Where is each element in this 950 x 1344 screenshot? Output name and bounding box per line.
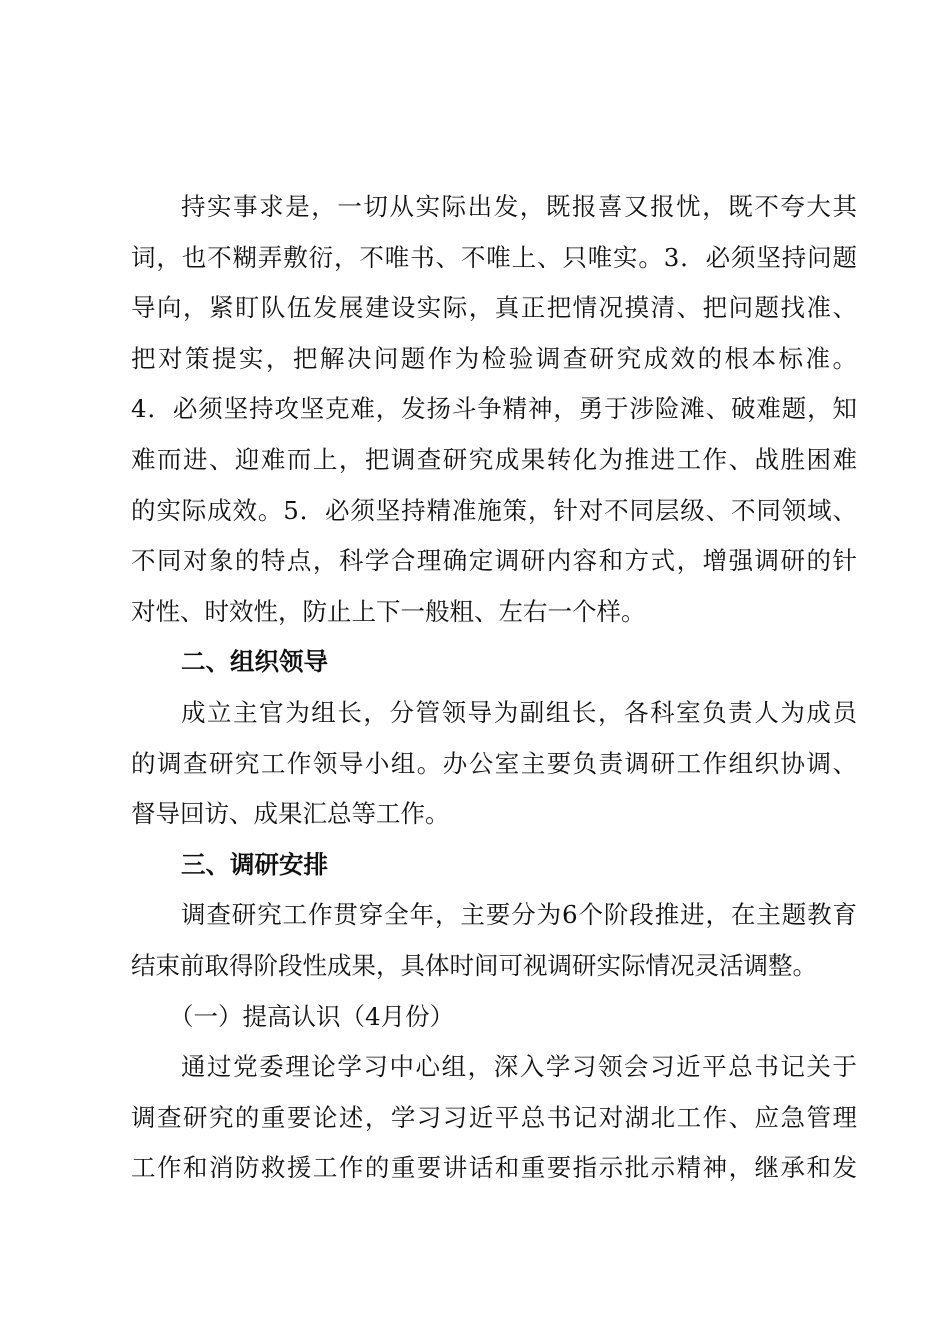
- document-body: [131, 182, 857, 1194]
- paragraph-line: 通过党委理论学习中心组，深入学习领会习近平总书记关于: [181, 1052, 857, 1082]
- paragraph-line: 督导回访、成果汇总等工作。: [131, 799, 450, 829]
- section-heading-organization: 二、组织领导: [181, 647, 328, 677]
- paragraph-line: 工作和消防救援工作的重要讲话和重要指示批示精神，继承和发: [131, 1153, 857, 1183]
- paragraph-line: 的实际成效。5．必须坚持精准施策，针对不同层级、不同领域、: [131, 495, 857, 525]
- paragraph-line: 成立主官为组长，分管领导为副组长，各科室负责人为成员: [181, 697, 857, 727]
- paragraph-line: 导向，紧盯队伍发展建设实际，真正把情况摸清、把问题找准、: [131, 293, 857, 323]
- paragraph-line: 词，也不糊弄敷衍，不唯书、不唯上、只唯实。3．必须坚持问题: [131, 242, 857, 272]
- section-heading-schedule: 三、调研安排: [181, 849, 328, 879]
- subsection-heading-awareness: （一）提高认识（4月份）: [169, 1001, 455, 1031]
- paragraph-line: 4．必须坚持攻坚克难，发扬斗争精神，勇于涉险滩、破难题，知: [131, 394, 857, 424]
- paragraph-line: 的调查研究工作领导小组。办公室主要负责调研工作组织协调、: [131, 748, 857, 778]
- paragraph-line: 结束前取得阶段性成果，具体时间可视调研实际情况灵活调整。: [131, 950, 817, 980]
- paragraph-line: 不同对象的特点，科学合理确定调研内容和方式，增强调研的针: [131, 546, 857, 576]
- paragraph-line: 把对策提实，把解决问题作为检验调查研究成效的根本标准。: [131, 343, 857, 373]
- paragraph-line: 难而进、迎难而上，把调查研究成果转化为推进工作、战胜困难: [131, 444, 857, 474]
- paragraph-line: 调查研究的重要论述，学习习近平总书记对湖北工作、应急管理: [131, 1102, 857, 1132]
- paragraph-line: 对性、时效性，防止上下一般粗、左右一个样。: [131, 596, 646, 626]
- paragraph-line: 持实事求是，一切从实际出发，既报喜又报忧，既不夸大其: [181, 192, 857, 221]
- paragraph-line: 调查研究工作贯穿全年，主要分为6个阶段推进，在主题教育: [181, 900, 857, 930]
